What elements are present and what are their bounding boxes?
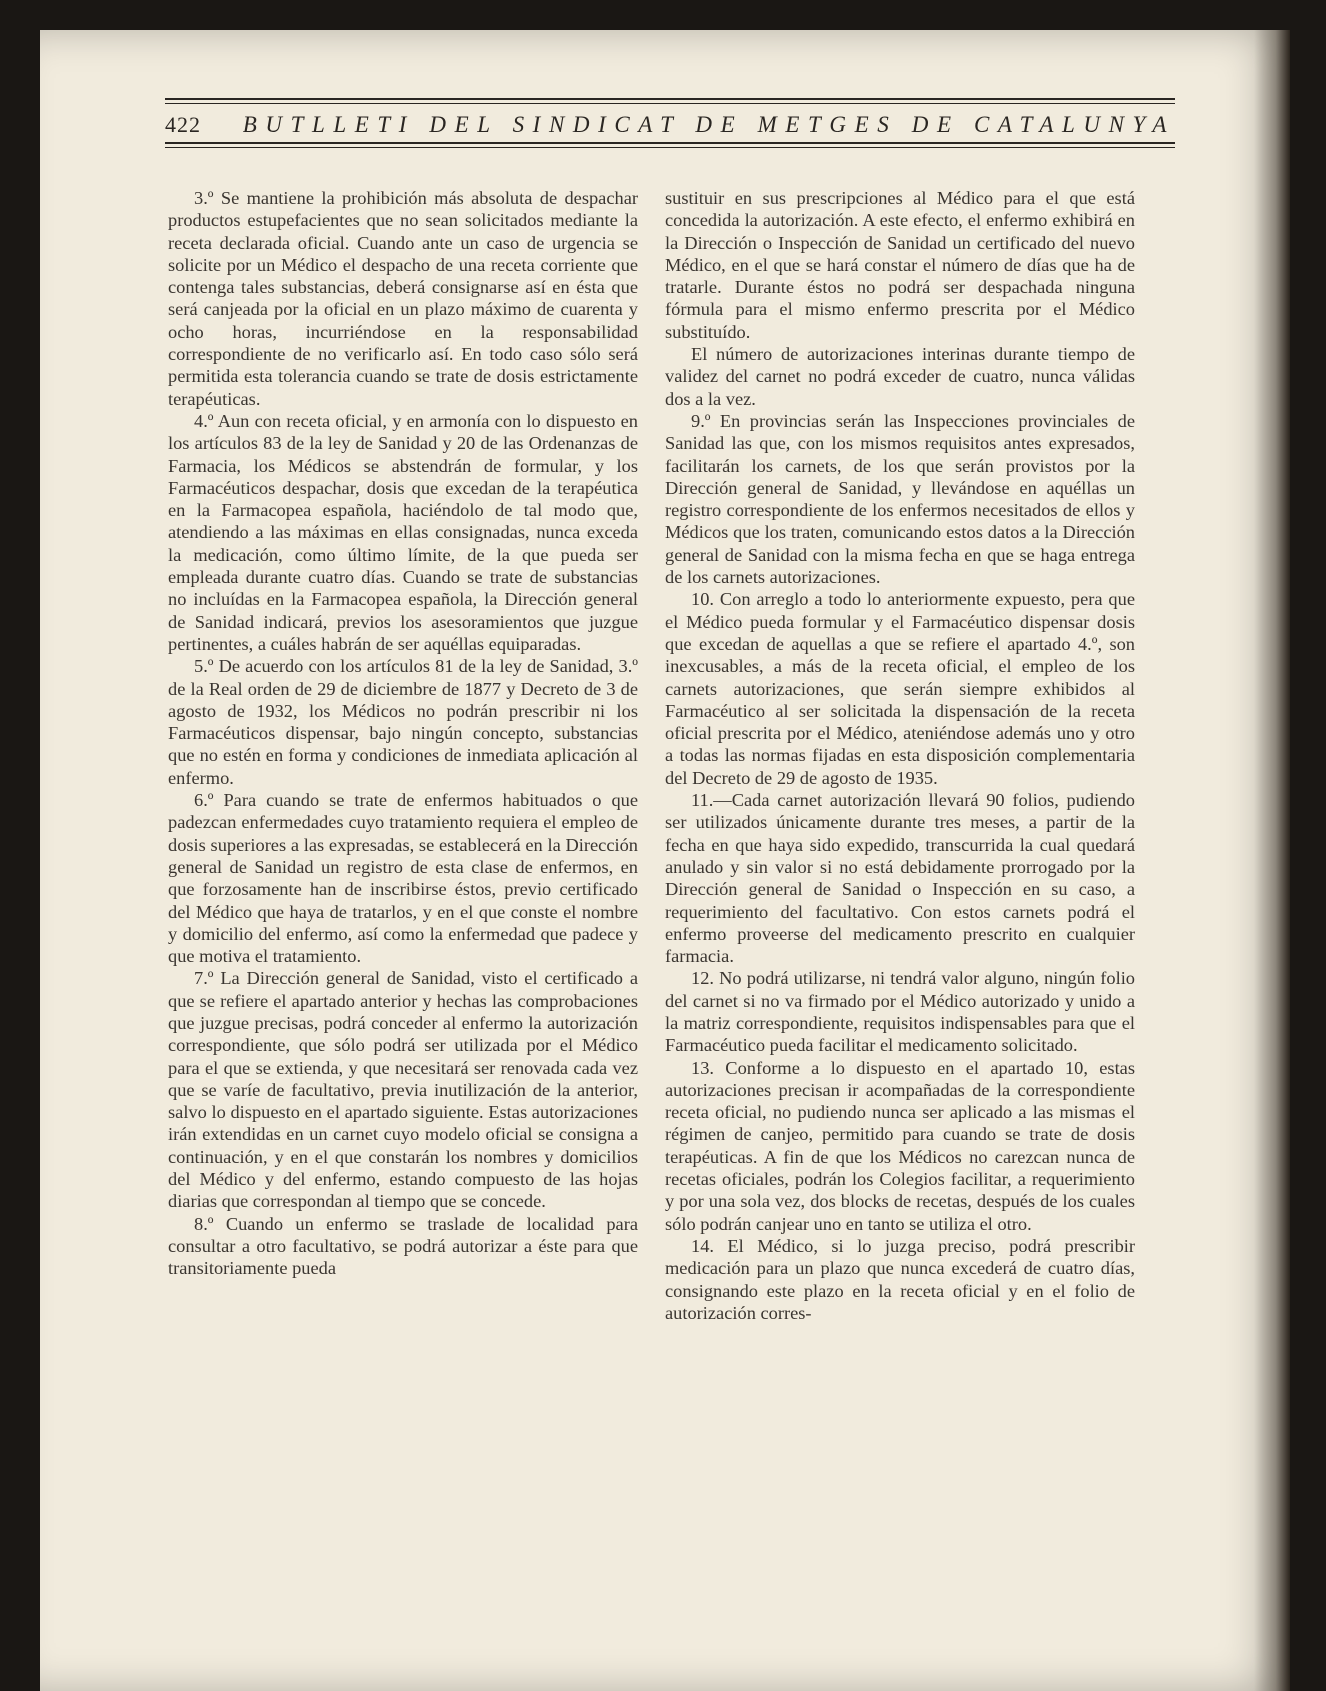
paragraph-14: 14. El Médico, si lo juzga preciso, podrá prescribir medicación para un plazo que nunca excederá de cuatro días, consignando este plazo en la receta oficial y en el folio de autorización corres-	[665, 1235, 1135, 1323]
page-binding-shadow	[1254, 30, 1290, 1691]
page-number: 422	[165, 112, 201, 137]
paragraph-11: 11.—Cada carnet autorización llevará 90 folios, pudiendo ser utilizados únicamente durante tres meses, a partir de la fecha en que haya sido expedido, transcurrida la cual quedará anulado y sin valor si no está debidamente prorrogado por la Dirección general de Sanidad o Inspección en su caso, a requerimiento del facultativo. Con estos carnets podrá el enfermo proveerse del medicamento prescrito en cualquier farmacia.	[665, 790, 1135, 967]
left-column	[168, 187, 638, 1280]
paragraph-13: 13. Conforme a lo dispuesto en el apartado 10, estas autorizaciones precisan ir acompañadas de la correspondiente receta oficial, no pudiendo nunca ser aplicado a las mismas el régimen de canjeo, permitido para cuando se trate de dosis terapéuticas. A fin de que los Médicos no carezcan nunca de recetas oficiales, podrán los Colegios facilitar, a requerimiento y por una sola vez, dos blocks de recetas, después de los cuales sólo podrán canjear uno en tanto se utiliza el otro.	[665, 1057, 1135, 1234]
running-title: BUTLLETI DEL SINDICAT DE METGES DE CATALUNYA	[242, 112, 1175, 137]
paragraph-8: 8.º Cuando un enfermo se traslade de localidad para consultar a otro facultativo, se podrá autorizar a éste para que transitoriamente pueda	[168, 1213, 638, 1279]
paragraph-10: 10. Con arreglo a todo lo anteriormente expuesto, pera que el Médico pueda formular y el Farmacéutico dispensar dosis que excedan de aquellas a que se refiere el apartado 4.º, son inexcusables, a más de la receta oficial, el empleo de los carnets autorizaciones, que serán siempre exhibidos al Farmacéutico al ser solicitada la dispensación de la receta oficial prescrita por el Médico, ateniéndose además uno y otro a todas las normas fijadas en esta disposición complementaria del Decreto de 29 de agosto de 1935.	[665, 589, 1135, 788]
paragraph-interim-authorizations: El número de autorizaciones interinas durante tiempo de validez del carnet no podrá exceder de cuatro, nunca válidas dos a la vez.	[665, 344, 1135, 409]
paragraph-12: 12. No podrá utilizarse, ni tendrá valor alguno, ningún folio del carnet si no va firmado por el Médico autorizado y unido a la matriz correspondiente, requisitos indispensables para que el Farmacéutico pueda facilitar el medicamento solicitado.	[665, 968, 1135, 1056]
paragraph-9: 9.º En provincias serán las Inspecciones provinciales de Sanidad las que, con los mismos requisitos antes expresados, facilitarán los carnets, de los que serán provistos por la Dirección general de Sanidad, y llevándose en aquéllas un registro correspondiente de los enfermos necesitados de ellos y Médicos que los traten, comunicando estos datos a la Dirección general de Sanidad con la misma fecha en que se haga entrega de los carnets autorizaciones.	[665, 410, 1135, 588]
header-rule-bottom	[165, 142, 1175, 144]
paragraph-8-continued: sustituir en sus prescripciones al Médico para el que está concedida la autorización. A este efecto, el enfermo exhibirá en la Dirección o Inspección de Sanidad un certificado del nuevo Médico, en el que se hará constar el número de días que ha de tratarle. Durante éstos no podrá ser despachada ninguna fórmula para el mismo enfermo prescrita por el Médico substituído.	[665, 188, 1135, 342]
paragraph-3: 3.º Se mantiene la prohibición más absoluta de despachar productos estupefacientes que no sean solicitados mediante la receta declarada oficial. Cuando ante un caso de urgencia se solicite por un Médico el despacho de una receta corriente que contenga tales substancias, deberá consignarse así en ésta que será canjeada por la oficial en un plazo máximo de cuarenta y ocho horas, incurriéndose en la responsabilidad correspondiente de no verificarlo así. En todo caso sólo será permitida esta tolerancia cuando se trate de dosis estrictamente terapéuticas.	[168, 188, 638, 409]
paragraph-6: 6.º Para cuando se trate de enfermos habituados o que padezcan enfermedades cuyo tratamiento requiera el empleo de dosis superiores a las expresadas, se establecerá en la Dirección general de Sanidad un registro de esta clase de enfermos, en que forzosamente han de inscribirse éstos, previo certificado del Médico que haya de tratarlos, y en el que conste el nombre y domicilio del enfermo, así como la enfermedad que padece y que motiva el tratamiento.	[168, 790, 638, 967]
right-column	[665, 187, 1135, 1324]
paragraph-7: 7.º La Dirección general de Sanidad, visto el certificado a que se refiere el apartado anterior y hechas las comprobaciones que juzgue precisas, podrá conceder al enfermo la autorización correspondiente, que sólo podrá ser utilizada por el Médico para el que se extienda, y que necesitará ser renovada cada vez que se varíe de facultativo, previa inutilización de la anterior, salvo lo dispuesto en el apartado siguiente. Estas autorizaciones irán extendidas en un carnet cuyo modelo oficial se consigna a continuación, y en el que constarán los nombres y domicilios del Médico y del enfermo, estando compuesto de las hojas diarias que correspondan al tiempo que se concede.	[168, 968, 638, 1212]
header-rule-top-thin	[165, 103, 1175, 104]
paragraph-5: 5.º De acuerdo con los artículos 81 de la ley de Sanidad, 3.º de la Real orden de 29 de diciembre de 1877 y Decreto de 3 de agosto de 1932, los Médicos no podrán prescribir ni los Farmacéuticos dispensar, bajo ningún concepto, substancias que no estén en forma y condiciones de inmediata aplicación al enfermo.	[168, 656, 638, 788]
header-rule-bottom-thin	[165, 147, 1175, 148]
running-header	[165, 110, 1175, 140]
paragraph-4: 4.º Aun con receta oficial, y en armonía con lo dispuesto en los artículos 83 de la ley de Sanidad y 20 de las Ordenanzas de Farmacia, los Médicos se abstendrán de formular, y los Farmacéuticos despachar, dosis que excedan de la terapéutica en la Farmacopea española, haciéndolo de tal modo que, atendiendo a las máximas en ellas consignadas, nunca exceda la medicación, como último límite, de la que pueda ser empleada durante cuatro días. Cuando se trate de substancias no incluídas en la Farmacopea española, la Dirección general de Sanidad indicará, previos los asesoramientos que juzgue pertinentes, a cuáles habrán de ser aquéllas equiparadas.	[168, 410, 638, 654]
header-rule-top	[165, 98, 1175, 100]
